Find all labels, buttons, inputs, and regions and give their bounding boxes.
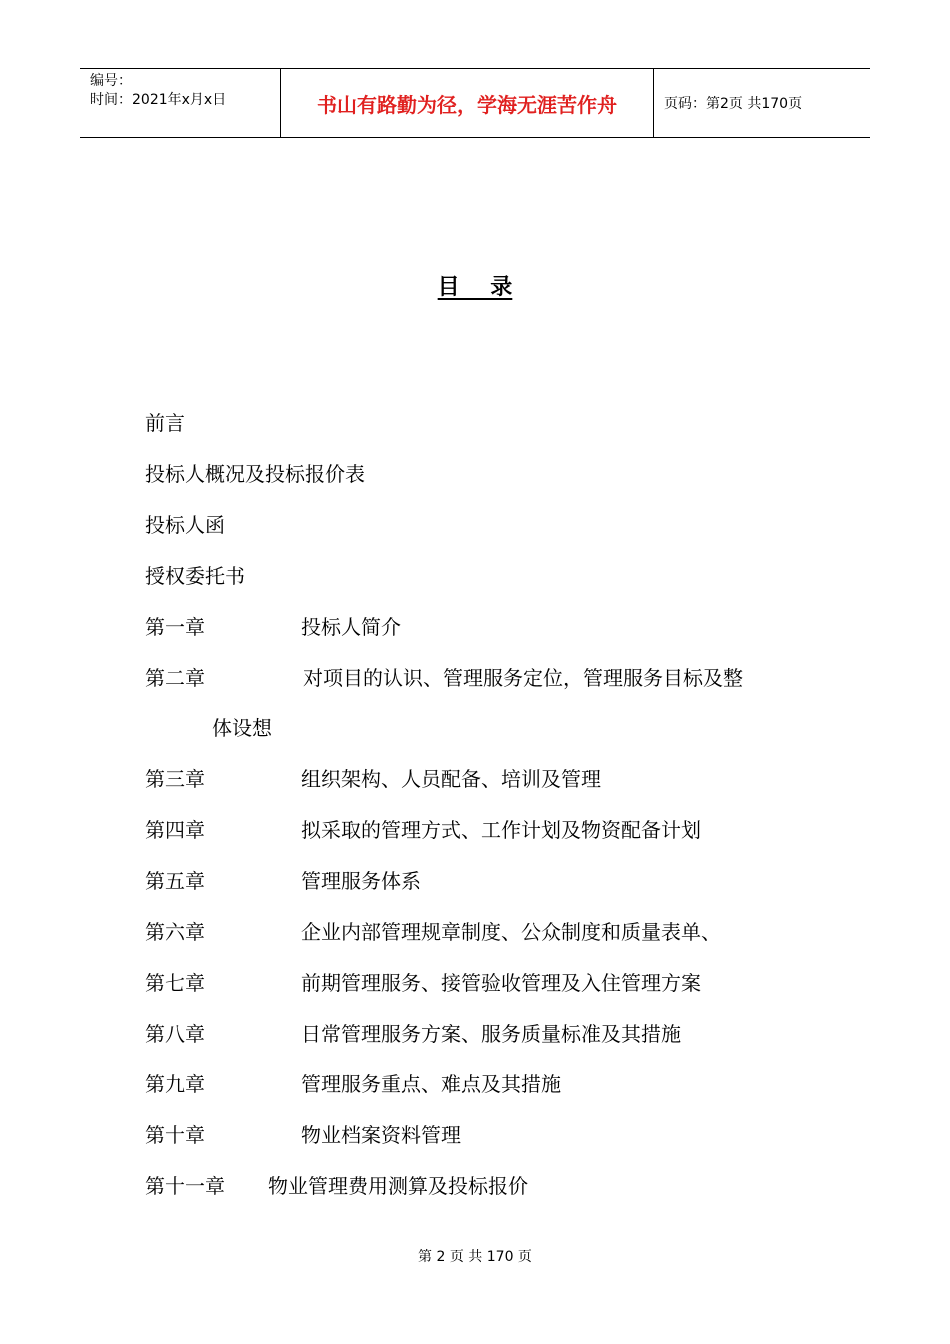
toc-item-authorization[interactable]: 授权委托书	[145, 564, 245, 588]
toc-chapter-4[interactable]	[145, 815, 825, 845]
toc-chapter-1[interactable]	[145, 612, 825, 642]
chapter-number: 第四章	[145, 818, 205, 842]
header-left-cell	[80, 69, 281, 137]
toc-title	[0, 270, 950, 301]
chapter-title: 管理服务重点、难点及其措施	[301, 1072, 561, 1096]
chapter-number: 第九章	[145, 1072, 205, 1096]
chapter-number: 第二章	[145, 666, 205, 690]
toc-item-letter[interactable]: 投标人函	[145, 513, 225, 537]
page-footer: 第 2 页 共 170 页	[418, 1249, 532, 1265]
chapter-number: 第三章	[145, 767, 205, 791]
time-label: 时间：2021年x月x日	[90, 92, 227, 108]
toc-item-preface[interactable]: 前言	[145, 411, 185, 435]
chapter-number: 第一章	[145, 615, 205, 639]
chapter-title: 对项目的认识、管理服务定位，管理服务目标及整	[303, 666, 743, 690]
toc-chapter-2[interactable]	[145, 663, 825, 693]
chapter-number: 第七章	[145, 971, 205, 995]
header-page-info: 页码：第2页 共170页	[664, 96, 803, 112]
chapter-number: 第八章	[145, 1022, 205, 1046]
number-label: 编号：	[90, 73, 132, 89]
chapter-number: 第六章	[145, 920, 205, 944]
toc-title-text: 目 录	[437, 274, 513, 300]
toc-item-overview[interactable]: 投标人概况及投标报价表	[145, 462, 365, 486]
toc-chapter-5[interactable]	[145, 866, 825, 896]
header-motto: 书山有路勤为径，学海无涯苦作舟	[281, 69, 654, 137]
chapter-number: 第十一章	[145, 1174, 225, 1198]
toc-chapter-8[interactable]	[145, 1019, 825, 1049]
toc-chapter-6[interactable]	[145, 917, 825, 947]
chapter-title: 日常管理服务方案、服务质量标准及其措施	[301, 1022, 681, 1046]
toc-chapter-10[interactable]	[145, 1120, 825, 1150]
chapter-title: 组织架构、人员配备、培训及管理	[301, 767, 601, 791]
toc-chapter-2-continued[interactable]: 体设想	[212, 716, 272, 740]
toc-chapter-7[interactable]	[145, 968, 825, 998]
page-header	[80, 68, 870, 138]
chapter-title: 前期管理服务、接管验收管理及入住管理方案	[301, 971, 701, 995]
chapter-title: 物业管理费用测算及投标报价	[268, 1174, 528, 1198]
chapter-title: 物业档案资料管理	[301, 1123, 461, 1147]
chapter-title: 投标人简介	[301, 615, 401, 639]
toc-chapter-11[interactable]	[145, 1171, 825, 1201]
chapter-title: 拟采取的管理方式、工作计划及物资配备计划	[301, 818, 701, 842]
toc-chapter-9[interactable]	[145, 1069, 825, 1099]
chapter-number: 第十章	[145, 1123, 205, 1147]
chapter-title: 企业内部管理规章制度、公众制度和质量表单、	[301, 920, 721, 944]
chapter-number: 第五章	[145, 869, 205, 893]
toc-chapter-3[interactable]	[145, 764, 825, 794]
chapter-title: 管理服务体系	[301, 869, 421, 893]
